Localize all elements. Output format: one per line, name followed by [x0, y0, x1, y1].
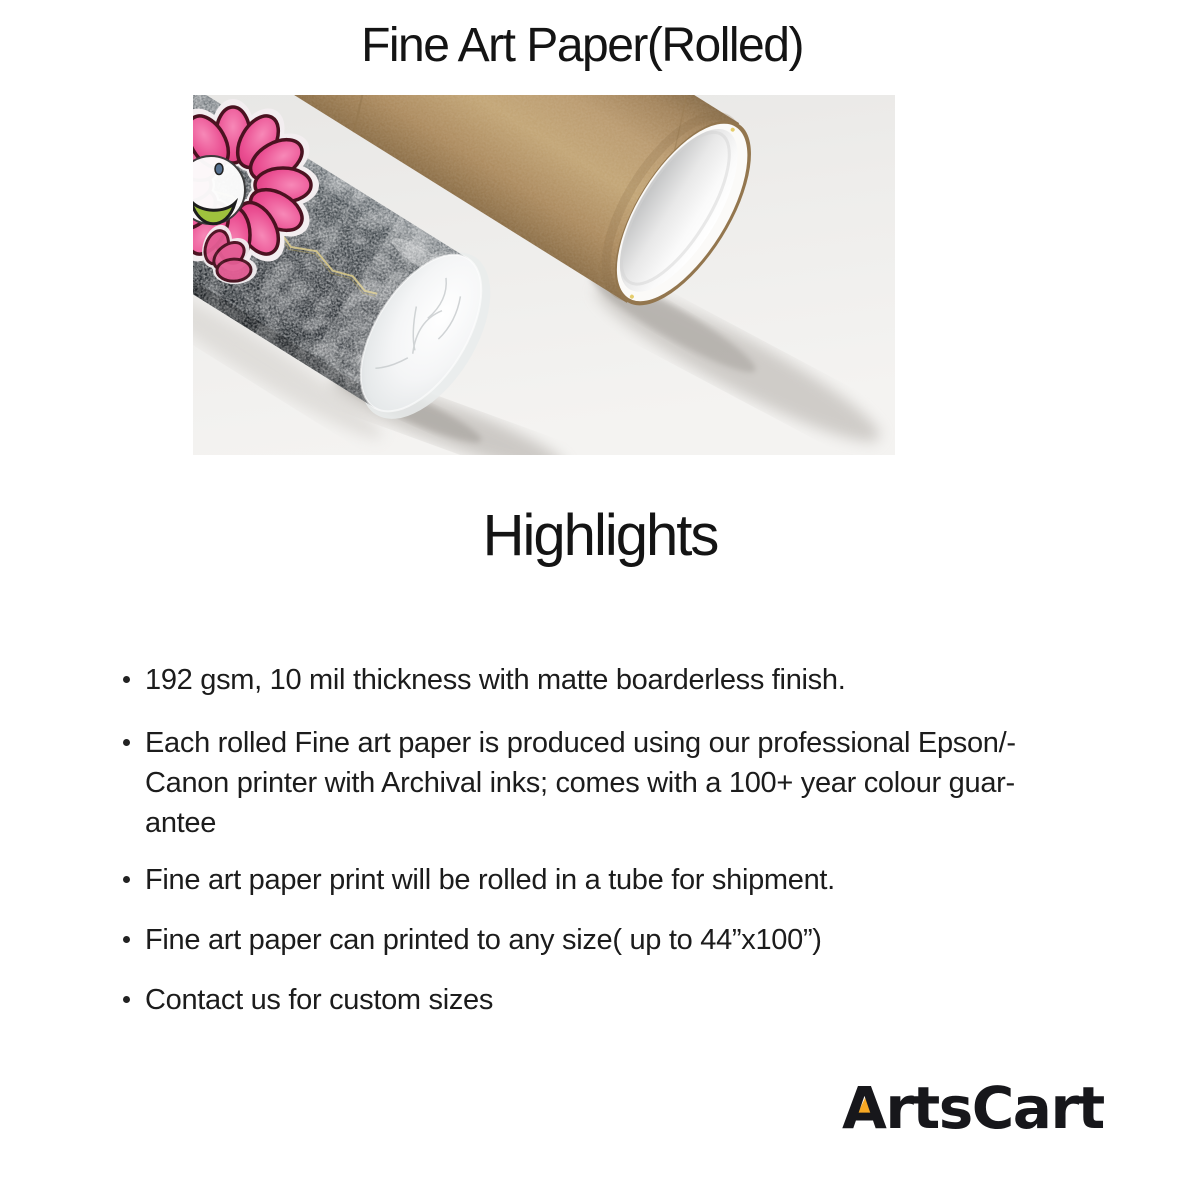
highlight-item — [123, 723, 1016, 843]
page-title: Fine Art Paper(Rolled) — [361, 19, 803, 72]
highlights-list — [123, 660, 1016, 1040]
highlights-heading: Highlights — [482, 503, 718, 568]
highlight-line: Canon printer with Archival inks; comes with a 100+ year colour guar- — [145, 767, 1015, 799]
highlight-line: Contact us for custom sizes — [145, 984, 494, 1016]
artscart-logo — [842, 1074, 1104, 1142]
product-photo-illustration — [193, 95, 895, 455]
highlight-line: Fine art paper can printed to any size( up to 44”x100”) — [145, 924, 822, 956]
highlight-line: 192 gsm, 10 mil thickness with matte boarderless finish. — [145, 664, 846, 696]
highlight-item — [123, 660, 1016, 700]
highlight-line: Fine art paper print will be rolled in a tube for shipment. — [145, 864, 835, 896]
highlight-item — [123, 860, 1016, 900]
product-photo — [193, 95, 895, 455]
highlight-line: Each rolled Fine art paper is produced using our professional Epson/- — [145, 727, 1016, 759]
highlight-line: antee — [145, 807, 217, 839]
highlight-item — [123, 980, 1016, 1020]
logo-text: ArtsCart — [842, 1074, 1104, 1142]
highlight-item — [123, 920, 1016, 960]
